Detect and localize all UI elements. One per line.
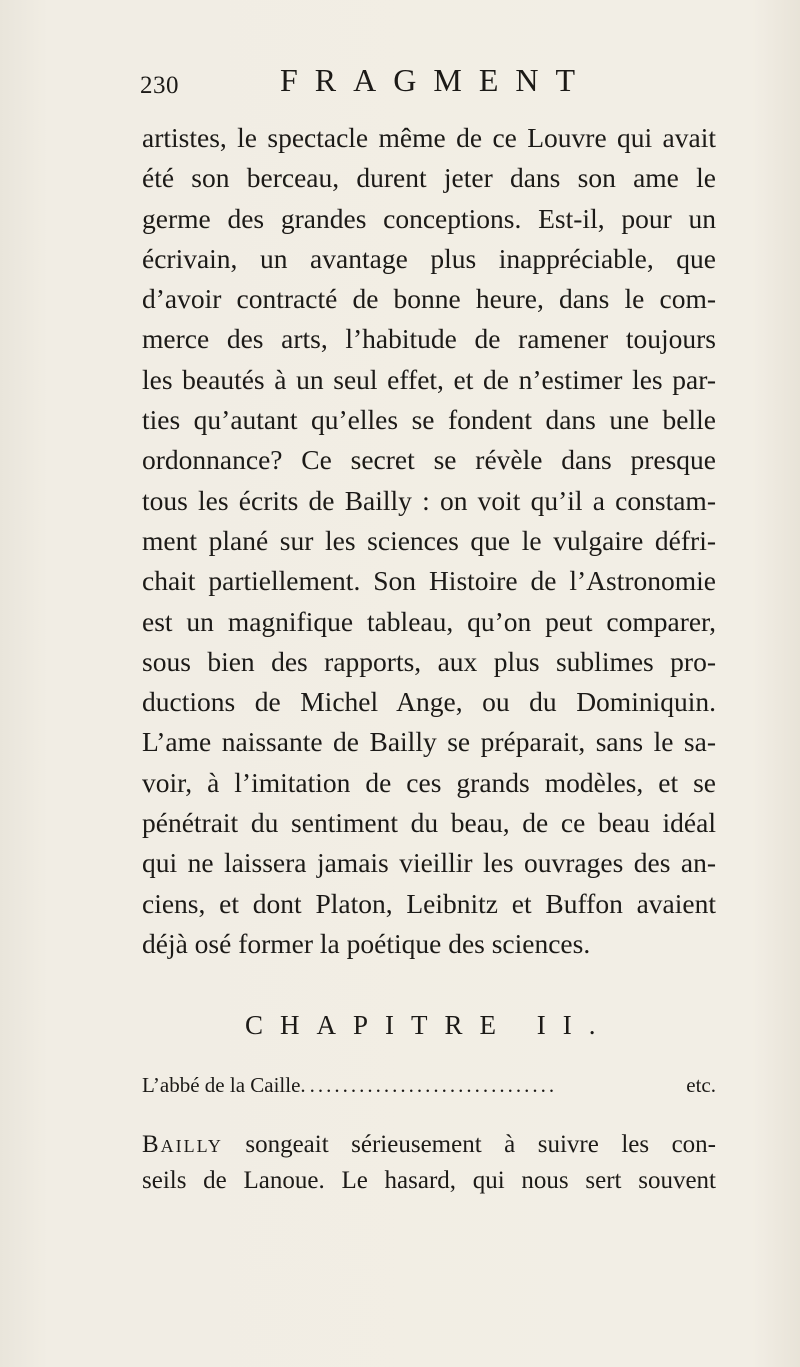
page-number: 230	[140, 72, 179, 99]
text-line: ordonnance? Ce secret se révèle dans presque	[142, 444, 716, 476]
summary-etc: etc.	[686, 1073, 716, 1097]
text-line	[142, 1127, 716, 1163]
page-header	[140, 62, 700, 102]
summary-text: L’abbé de la Caille.	[142, 1073, 306, 1097]
second-paragraph	[142, 1127, 716, 1199]
text-line: ment plané sur les sciences que le vulgaire défri-	[142, 524, 716, 556]
text-line: est un magnifique tableau, qu’on peut comparer,	[142, 605, 716, 637]
text-line: écrivain, un avantage plus inappréciable, que	[142, 242, 716, 274]
text-line: les beautés à un seul effet, et de n’estimer les par-	[142, 363, 716, 395]
text-line: sous bien des rapports, aux plus sublimes pro-	[142, 645, 716, 677]
chapter-summary	[142, 1070, 716, 1100]
text-line-rest: songeait sérieusement à suivre les con-	[222, 1131, 716, 1158]
text-line: qui ne laissera jamais vieillir les ouvrages des an-	[142, 847, 716, 879]
summary-leader-dots: ..............................	[309, 1073, 558, 1097]
text-line: été son berceau, durent jeter dans son ame le	[142, 162, 716, 194]
text-line: L’ame naissante de Bailly se préparait, sans le sa-	[142, 726, 716, 758]
text-line: d’avoir contracté de bonne heure, dans le com-	[142, 283, 716, 315]
text-line: artistes, le spectacle même de ce Louvre qui avait	[142, 122, 716, 153]
text-line: germe des grandes conceptions. Est-il, pour un	[142, 202, 716, 234]
text-line: ties qu’autant qu’elles se fondent dans une belle	[142, 404, 716, 436]
text-line: déjà osé former la poétique des sciences.	[142, 927, 591, 959]
text-line: ductions de Michel Ange, ou du Dominiquin.	[142, 686, 716, 718]
text-line: tous les écrits de Bailly : on voit qu’il a constam-	[142, 484, 716, 516]
chapter-heading: CHAPITRE II.	[245, 1010, 613, 1040]
running-head: FRAGMENT	[280, 62, 593, 98]
text-line: voir, à l’imitation de ces grands modèles, et se	[142, 766, 716, 798]
name-bailly: Bailly	[142, 1131, 223, 1158]
text-line: chait partiellement. Son Histoire de l’Astronomie	[142, 565, 716, 597]
text-line: pénétrait du sentiment du beau, de ce beau idéal	[142, 807, 716, 839]
main-paragraph	[142, 118, 716, 964]
text-line: merce des arts, l’habitude de ramener toujours	[142, 323, 716, 355]
text-line: seils de Lanoue. Le hasard, qui nous sert souvent	[142, 1167, 716, 1194]
text-line: ciens, et dont Platon, Leibnitz et Buffon avaient	[142, 887, 716, 919]
